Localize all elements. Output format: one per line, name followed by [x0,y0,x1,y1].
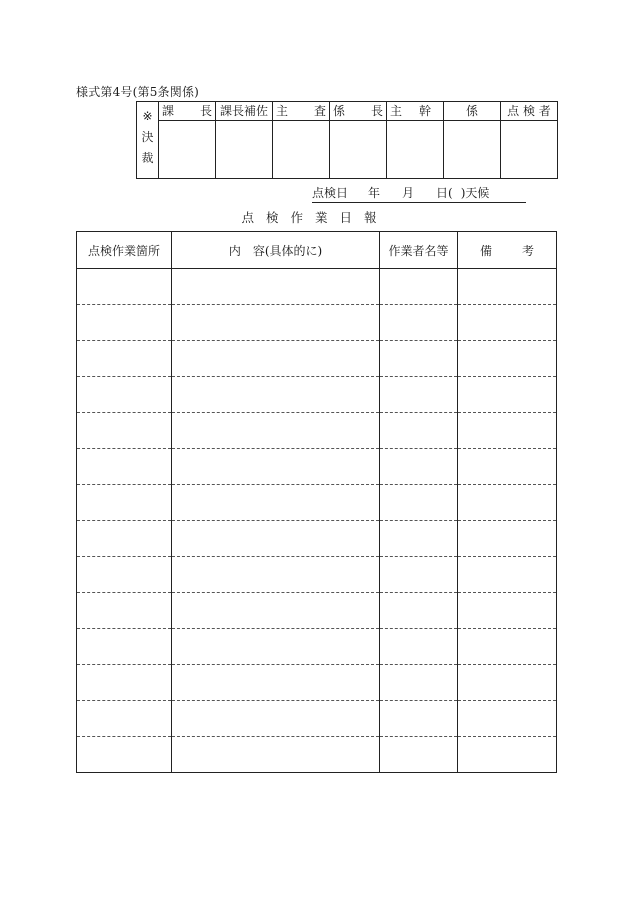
cell-location[interactable] [77,269,172,305]
cell-worker[interactable] [380,377,458,413]
cell-content[interactable] [172,557,380,593]
page-title: 点検作業日報 [241,210,389,225]
col-header-location: 点検作業箇所 [77,232,172,269]
header-kakaricho: 係 長 [330,102,387,121]
table-row [77,485,557,521]
cell-content[interactable] [172,485,380,521]
approval-mark-symbol: ※ [142,109,153,123]
cell-worker[interactable] [380,593,458,629]
cell-location[interactable] [77,593,172,629]
cell-worker[interactable] [380,269,458,305]
table-row [77,269,557,305]
table-row [77,665,557,701]
cell-remarks[interactable] [458,521,557,557]
header-kacho: 課 長 [159,102,216,121]
stamp-box-shukan[interactable] [387,121,444,179]
col-header-content: 内 容(具体的に) [172,232,380,269]
cell-location[interactable] [77,377,172,413]
stamp-box-kacho[interactable] [159,121,216,179]
cell-remarks[interactable] [458,557,557,593]
cell-worker[interactable] [380,521,458,557]
cell-location[interactable] [77,449,172,485]
cell-worker[interactable] [380,305,458,341]
table-row [77,449,557,485]
header-tenkensha: 点 検 者 [501,102,558,121]
cell-content[interactable] [172,413,380,449]
stamp-box-shusa[interactable] [273,121,330,179]
cell-worker[interactable] [380,737,458,773]
date-year: 年 [368,186,381,200]
table-row [77,593,557,629]
header-shusa: 主 査 [273,102,330,121]
cell-remarks[interactable] [458,269,557,305]
stamp-box-kakari[interactable] [444,121,501,179]
cell-worker[interactable] [380,485,458,521]
cell-worker[interactable] [380,341,458,377]
table-row [77,413,557,449]
stamp-box-kacho-hosa[interactable] [216,121,273,179]
cell-remarks[interactable] [458,485,557,521]
cell-remarks[interactable] [458,629,557,665]
cell-location[interactable] [77,701,172,737]
cell-content[interactable] [172,737,380,773]
cell-remarks[interactable] [458,449,557,485]
cell-location[interactable] [77,413,172,449]
approval-mark-char-1: 決 [141,130,154,144]
cell-location[interactable] [77,341,172,377]
cell-worker[interactable] [380,629,458,665]
cell-location[interactable] [77,629,172,665]
approval-mark-char-2: 裁 [141,151,154,165]
cell-location[interactable] [77,521,172,557]
cell-location[interactable] [77,557,172,593]
cell-remarks[interactable] [458,593,557,629]
table-row [77,305,557,341]
form-number-label: 様式第4号(第5条関係) [76,85,200,99]
header-kakari: 係 [444,102,501,121]
inspection-date-line [312,186,526,203]
header-kacho-hosa: 課長補佐 [216,102,273,121]
stamp-box-tenkensha[interactable] [501,121,558,179]
cell-worker[interactable] [380,665,458,701]
stamp-box-kakaricho[interactable] [330,121,387,179]
col-header-worker: 作業者名等 [380,232,458,269]
cell-remarks[interactable] [458,305,557,341]
cell-content[interactable] [172,305,380,341]
approval-mark-cell [137,102,159,179]
cell-content[interactable] [172,665,380,701]
cell-location[interactable] [77,485,172,521]
approval-stamp-table [136,101,558,179]
cell-content[interactable] [172,701,380,737]
cell-content[interactable] [172,629,380,665]
cell-worker[interactable] [380,449,458,485]
table-row [77,629,557,665]
cell-location[interactable] [77,737,172,773]
table-row [77,377,557,413]
cell-location[interactable] [77,665,172,701]
col-header-remarks: 備 考 [458,232,557,269]
cell-worker[interactable] [380,413,458,449]
cell-remarks[interactable] [458,377,557,413]
cell-location[interactable] [77,305,172,341]
date-label: 点検日 [312,186,349,200]
table-row [77,737,557,773]
cell-remarks[interactable] [458,665,557,701]
date-day: 日( [436,186,453,200]
table-row [77,341,557,377]
cell-remarks[interactable] [458,341,557,377]
cell-worker[interactable] [380,701,458,737]
date-month: 月 [402,186,415,200]
cell-worker[interactable] [380,557,458,593]
cell-remarks[interactable] [458,701,557,737]
table-row [77,557,557,593]
weather-label: )天候 [460,186,490,200]
daily-report-table [76,231,557,773]
table-row [77,701,557,737]
header-shukan: 主 幹 [387,102,444,121]
cell-remarks[interactable] [458,413,557,449]
cell-content[interactable] [172,269,380,305]
cell-content[interactable] [172,377,380,413]
cell-content[interactable] [172,449,380,485]
cell-remarks[interactable] [458,737,557,773]
cell-content[interactable] [172,341,380,377]
cell-content[interactable] [172,521,380,557]
cell-content[interactable] [172,593,380,629]
table-row [77,521,557,557]
